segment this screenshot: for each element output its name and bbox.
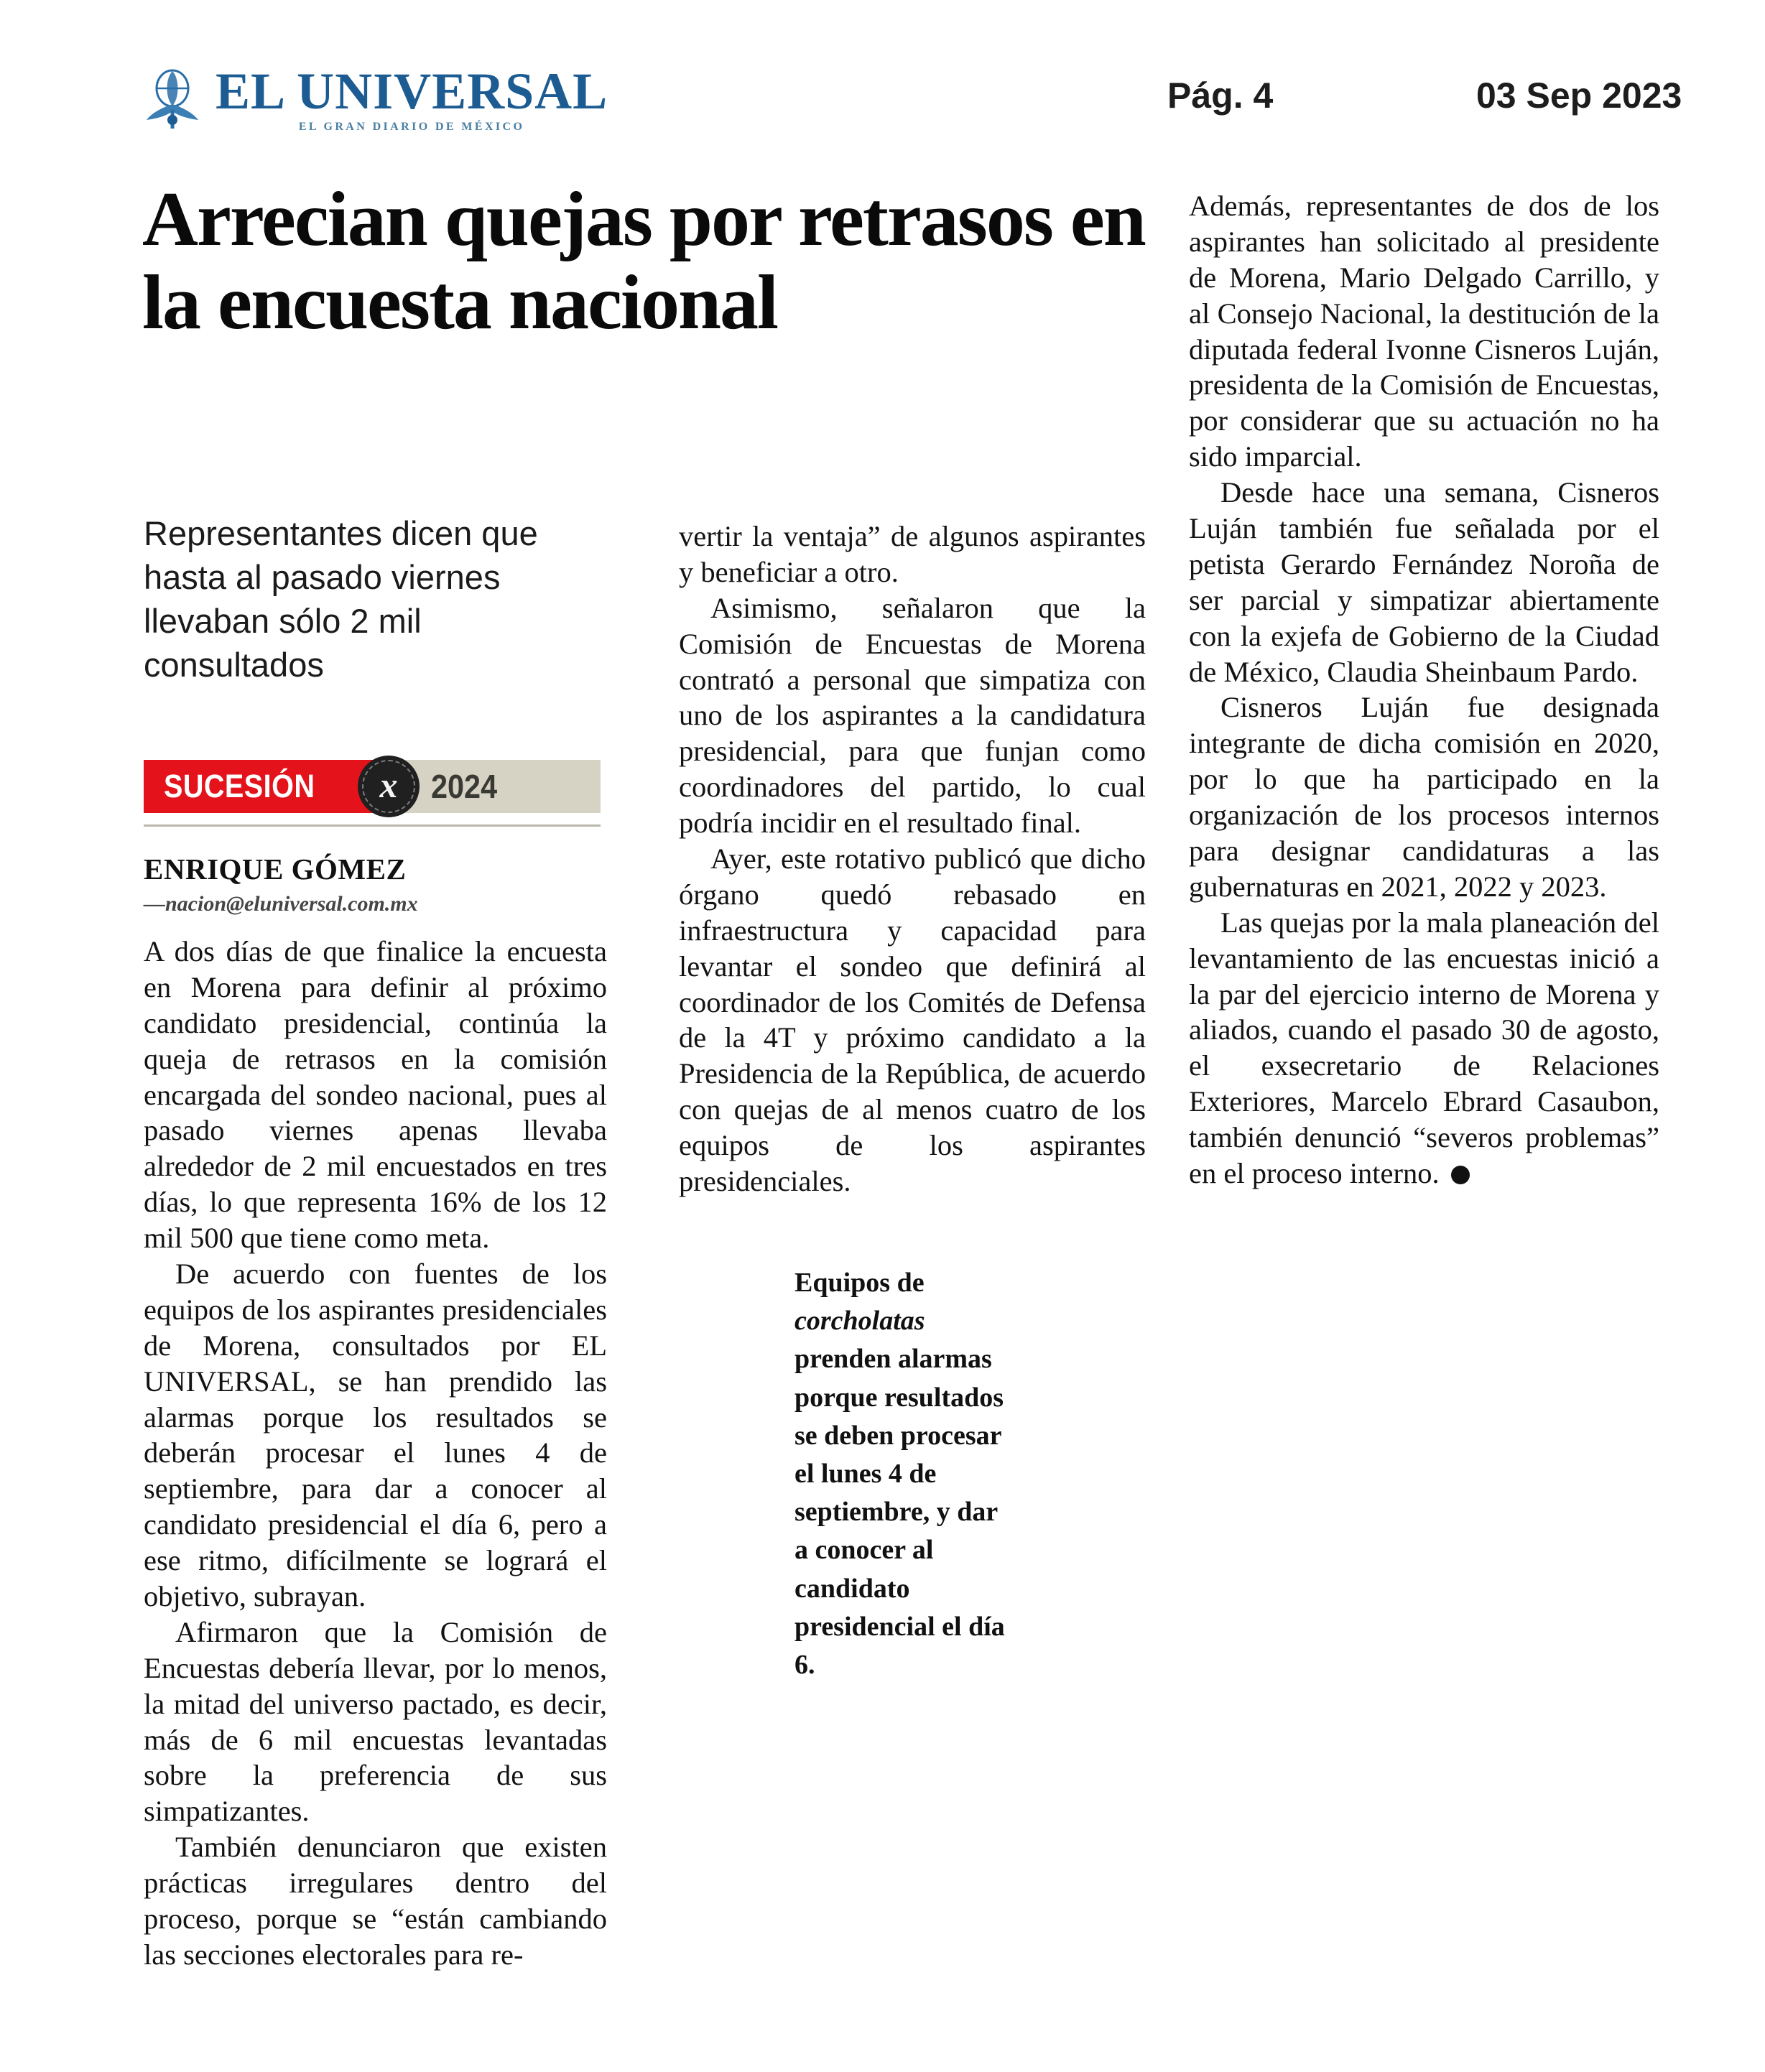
article-deck: Representantes dicen que hasta al pasado viernes llevaban sólo 2 mil consultados: [144, 514, 538, 684]
section-divider: [144, 824, 601, 827]
brand-tagline: EL GRAN DIARIO DE MÉXICO: [298, 121, 525, 133]
section-badge: [144, 760, 601, 813]
paragraph: A dos días de que finalice la encuesta en Morena para definir al próximo candidato presidencial, continúa la queja de retrasos en la comisión encargada del sondeo nacional, pues al pasado viernes apenas llevaba alrededor de 2 mil encuestados en tres días, lo que representa 16% de los 12 mil 500 que tiene como meta.: [144, 935, 607, 1255]
brand-wordmark: [216, 62, 608, 133]
article-column-3: [1189, 188, 1659, 1191]
page-number: Pág. 4: [1167, 75, 1274, 116]
paragraph: Asimismo, señalaron que la Comisión de Encuestas de Morena contrató a personal que simpatiza con uno de los aspirantes a la candidatura presidencial, para que funjan como coordinadores del partido, lo cual podría incidir en el resultado final.: [679, 591, 1146, 840]
paragraph: También denunciaron que existen prácticas irregulares dentro del proceso, porque se “están cambiando las secciones electorales para re-: [144, 1831, 607, 1971]
byline-author: ENRIQUE GÓMEZ: [144, 853, 407, 886]
pull-quote-emphasis: corcholatas: [795, 1306, 925, 1337]
byline-email: —nacion@eluniversal.com.mx: [144, 892, 418, 916]
paragraph: Cisneros Luján fue designada integrante de dicha comisión en 2020, por lo que ha participado en la organización de los procesos internos para designar candidaturas a las gubernaturas en 2021, 2022 y 2023.: [1189, 691, 1659, 903]
paragraph-text: Las quejas por la mala planeación del levantamiento de las encuestas inició a la par del ejercicio interno de Morena y aliados, cuando el pasado 30 de agosto, el exsecretario de Relaciones Exteriores, Marcelo Ebrard Casaubon, también denunció “severos problemas” en el proceso interno.: [1189, 906, 1659, 1190]
brand-title: EL UNIVERSAL: [216, 62, 608, 120]
article-column-1: [144, 934, 607, 1973]
paragraph: Afirmaron que la Comisión de Encuestas debería llevar, por lo menos, la mitad del universo pactado, es decir, más de 6 mil encuestas levantadas sobre la preferencia de sus simpatizantes.: [144, 1615, 607, 1828]
paragraph: Desde hace una semana, Cisneros Luján también fue señalada por el petista Gerardo Fernández Noroña de ser parcial y simpatizar abiertamente con la exjefa de Gobierno de la Ciudad de México, Claudia Sheinbaum Pardo.: [1189, 476, 1659, 688]
byline: [144, 852, 603, 916]
section-badge-year: 2024: [431, 768, 498, 805]
pull-quote-line-1: Equipos de: [795, 1268, 925, 1298]
cog-cross-emblem-icon: [358, 756, 420, 817]
pull-quote: [795, 1264, 1010, 1684]
eagle-globe-emblem-icon: [144, 67, 205, 131]
article-headline: Arrecian quejas por retrasos en la encuesta nacional: [142, 177, 1145, 345]
pull-quote-line-2: prenden alarmas porque resultados se deben procesar el lunes 4 de septiembre, y dar a conocer al candidato presidencial el día 6.: [795, 1344, 1005, 1680]
emblem-mark: x: [379, 765, 398, 805]
section-badge-label: SUCESIÓN: [164, 768, 315, 804]
paragraph: Además, representantes de dos de los aspirantes han solicitado al presidente de Morena, Mario Delgado Carrillo, y al Consejo Nacional, la destitución de la diputada federal Ivonne Cisneros Luján, presidenta de la Comisión de Encuestas, por considerar que su actuación no ha sido imparcial.: [1189, 190, 1659, 473]
article-column-2: [679, 519, 1146, 1199]
end-of-article-mark-icon: [1451, 1166, 1470, 1184]
issue-date: 03 Sep 2023: [1476, 75, 1682, 116]
paragraph-with-endmark: [1189, 905, 1659, 1191]
paragraph: Ayer, este rotativo publicó que dicho órgano quedó rebasado en infraestructura y capacidad para levantar el sondeo que definirá al coordinador de los Comités de Defensa de la 4T y próximo candidato a la Presidencia de la República, de acuerdo con quejas de al menos cuatro de los equipos de los aspirantes presidenciales.: [679, 842, 1146, 1198]
paragraph: De acuerdo con fuentes de los equipos de los aspirantes presidenciales de Morena, consultados por EL UNIVERSAL, se han prendido las alarmas porque los resultados se deberán procesar el lunes 4 de septiembre, para dar a conocer al candidato presidencial el día 6, pero a ese ritmo, difícilmente se logrará el objetivo, subrayan.: [144, 1258, 607, 1613]
masthead: [144, 56, 1682, 142]
section-badge-red-block: [144, 760, 382, 813]
brand-logo: [144, 62, 690, 133]
paragraph: vertir la ventaja” de algunos aspirantes y beneficiar a otro.: [679, 520, 1146, 588]
